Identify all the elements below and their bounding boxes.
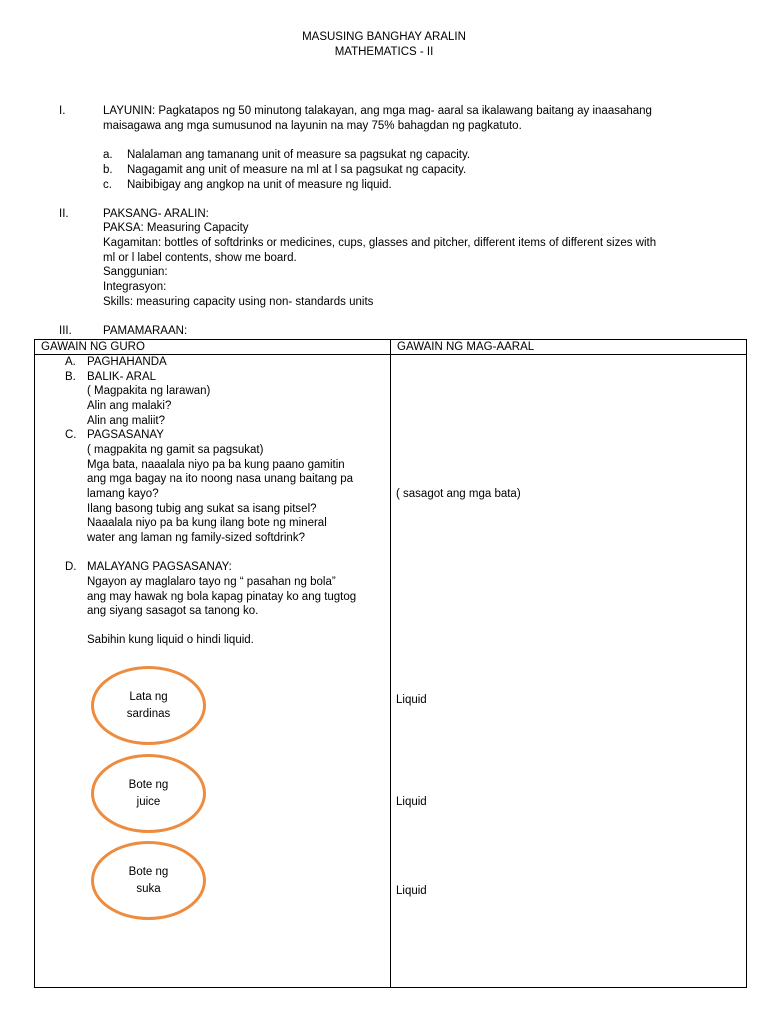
student-response: ( sasagot ang mga bata) [396,488,521,500]
kagamitan-line-2: ml or l label contents, show me board. [103,252,297,264]
item-c-line-2: Mga bata, naaalala niyo pa ba kung paano gamitin [87,459,345,471]
section-2-numeral: II. [59,208,69,220]
item-ellipse-suka [91,841,206,920]
item-d-line-1: Ngayon ay maglalaro tayo ng “ pasahan ng bola” [87,576,336,588]
ellipse-line-2: juice [136,795,161,808]
item-b-text: BALIK- ARAL [87,371,157,383]
section-1-numeral: I. [59,105,66,117]
student-column [391,355,747,988]
answer-3: Liquid [396,885,427,897]
item-d-line-2: ang may hawak ng bola kapag pinatay ko ang tugtog [87,591,357,603]
item-c-letter: C. [65,429,77,441]
section-2-heading: PAKSANG- ARALIN: [103,208,209,220]
item-d-text: MALAYANG PAGSASANAY: [87,561,232,573]
skills-line: Skills: measuring capacity using non- standards units [103,296,374,308]
item-c-line-6: Naaalala niyo pa ba kung ilang bote ng mineral [87,517,327,529]
ellipse-line-2: sardinas [126,707,171,720]
item-b-line-3: Alin ang maliit? [87,415,165,427]
item-d-letter: D. [65,561,77,573]
item-a-text: PAGHAHANDA [87,356,167,368]
kagamitan-line-1: Kagamitan: bottles of softdrinks or medicines, cups, glasses and pitcher, different items of different sizes with [103,237,657,249]
item-c-line-1: ( magpakita ng gamit sa pagsukat) [87,444,264,456]
item-c-line-7: water ang laman ng family-sized softdrink? [87,532,305,544]
item-ellipse-juice [91,754,206,833]
integrasyon-line: Integrasyon: [103,281,167,293]
paksa-line: PAKSA: Measuring Capacity [103,222,249,234]
objective-c-text: Naibibigay ang angkop na unit of measure ng liquid. [127,179,392,191]
item-c-line-5: Ilang basong tubig ang sukat sa isang pitsel? [87,503,317,515]
sanggunian-line: Sanggunian: [103,266,168,278]
ellipse-line-1: Lata ng [129,690,168,703]
item-a-letter: A. [65,356,76,368]
section-1-line-2: maisagawa ang mga sumusunod na layunin na may 75% bahagdan ng pagkatuto. [103,120,522,132]
ellipse-line-1: Bote ng [128,865,169,878]
section-3-heading: PAMAMARAAN: [103,325,188,337]
item-b-line-1: ( Magpakita ng larawan) [87,385,211,397]
item-c-line-3: ang mga bagay na ito noong nasa unang baitang pa [87,473,353,485]
document-title: MASUSING BANGHAY ARALIN [302,31,466,43]
ellipse-line-1: Bote ng [128,778,169,791]
item-ellipse-sardinas [91,666,206,745]
objective-a-letter: a. [103,149,113,161]
objective-b-text: Nagagamit ang unit of measure na ml at l sa pagsukat ng capacity. [127,164,467,176]
answer-2: Liquid [396,796,427,808]
header-teacher: GAWAIN NG GURO [35,340,391,355]
item-c-line-4: lamang kayo? [87,488,159,500]
objective-a-text: Nalalaman ang tamanang unit of measure sa pagsukat ng capacity. [127,149,471,161]
section-3-numeral: III. [59,325,72,337]
header-student: GAWAIN NG MAG-AARAL [391,340,747,355]
document-subtitle: MATHEMATICS - II [334,46,434,58]
item-d-instruction: Sabihin kung liquid o hindi liquid. [87,634,254,646]
ellipse-line-2: suka [136,882,161,895]
item-b-line-2: Alin ang malaki? [87,400,172,412]
objective-b-letter: b. [103,164,113,176]
section-1-line-1: LAYUNIN: Pagkatapos ng 50 minutong talakayan, ang mga mag- aaral sa ikalawang baitang ay inaasahang [103,105,652,117]
item-b-letter: B. [65,371,76,383]
item-c-text: PAGSASANAY [87,429,164,441]
answer-1: Liquid [396,694,427,706]
item-d-line-3: ang siyang sasagot sa tanong ko. [87,605,259,617]
objective-c-letter: c. [103,179,112,191]
